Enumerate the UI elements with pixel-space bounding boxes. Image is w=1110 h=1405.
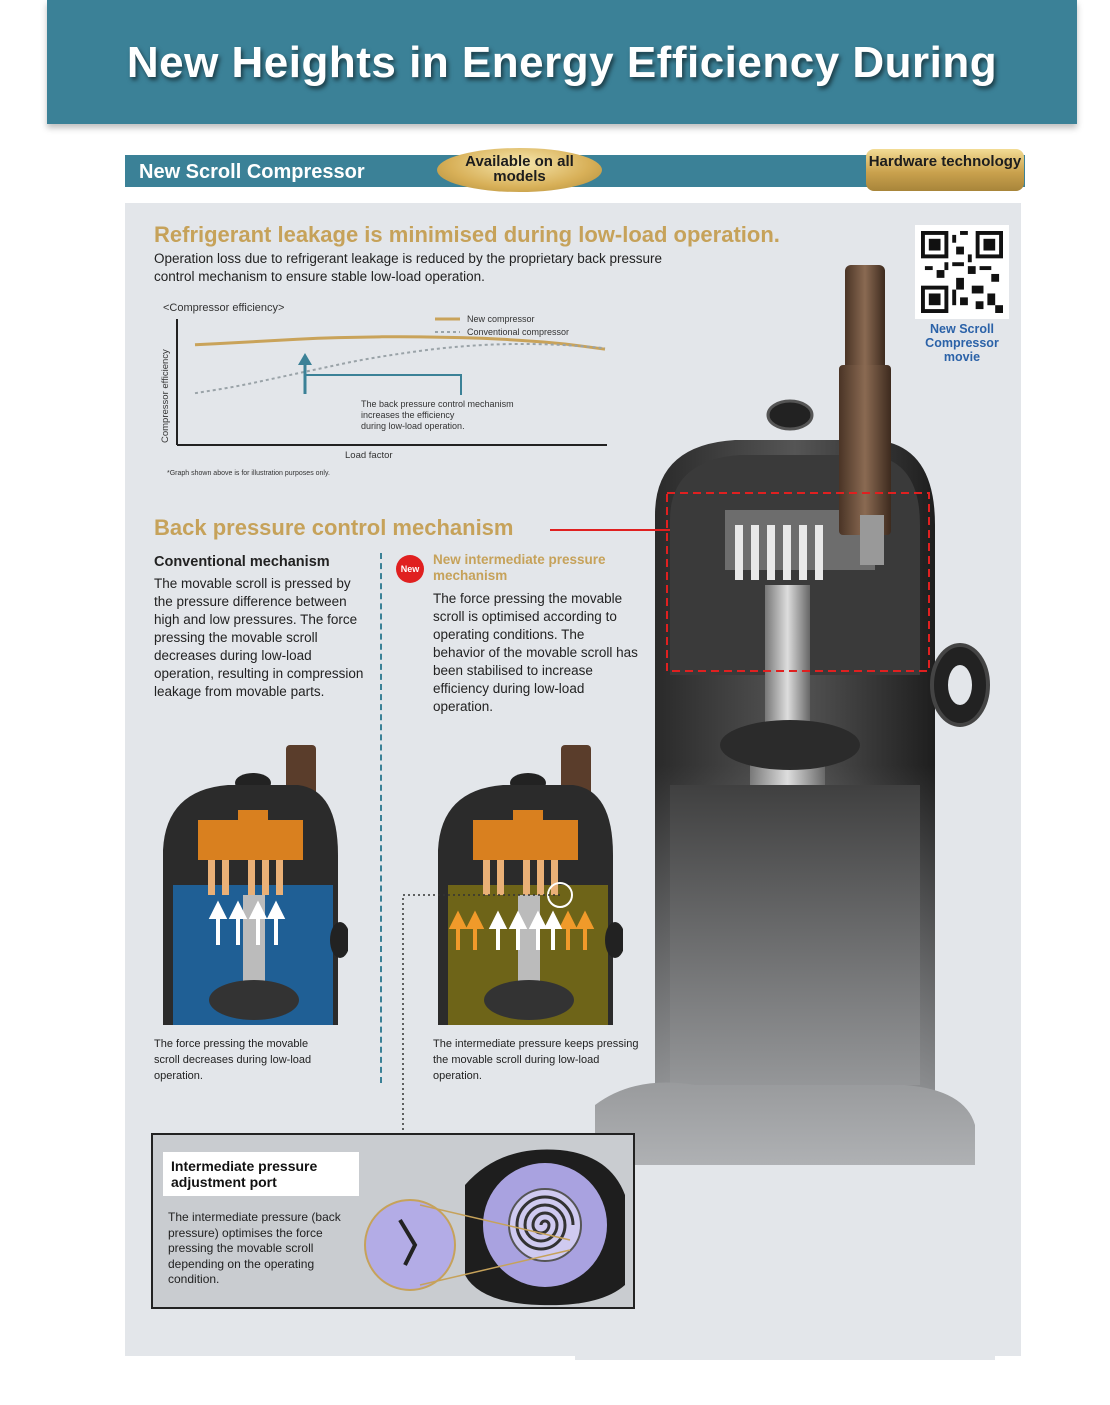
conventional-title: Conventional mechanism [154,554,330,570]
backpressure-heading: Back pressure control mechanism [154,515,514,540]
column-divider [380,553,382,1083]
leakage-body: Operation loss due to refrigerant leakage is reduced by the proprietary back pressure control mechanism to ensure stable low-load operation. [154,251,663,284]
adjustment-port-label: Intermediate pressure adjustment port [163,1152,359,1196]
qr-code[interactable] [915,225,1009,319]
chart-x-label: Load factor [345,450,393,461]
leakage-heading: Refrigerant leakage is minimised during low-load operation. [154,222,780,247]
series-conventional-compressor [195,344,605,393]
chart-footnote: *Graph shown above is for illustration purposes only. [167,470,330,477]
availability-badge: Available on all models [437,148,602,192]
section-title: New Scroll Compressor [139,161,365,183]
legend-new-label: New compressor [467,314,535,324]
chart-title: <Compressor efficiency> [163,302,285,314]
callout-leader-line [550,520,675,540]
new-mechanism-caption: The intermediate pressure keeps pressing the movable scroll during low-load operation. [433,1038,639,1082]
annotation-bracket [305,375,461,395]
new-badge: New [396,555,424,583]
chart-y-label: Compressor efficiency [160,349,171,443]
qr-code-label[interactable]: New Scroll Compressor movie [925,322,999,364]
qr-code-icon [921,231,1003,313]
adjustment-port-body: The intermediate pressure (back pressure) optimises the force pressing the movable scroll depending on the operating condition. [168,1210,341,1286]
new-mechanism-body: The force pressing the movable scroll is optimised according to operating conditions. The behavior of the movable scroll has been stabilised to increase efficiency during low-load operation. [433,591,638,714]
series-new-compressor [195,337,605,350]
conventional-mechanism-image [158,745,348,1030]
page-title: New Heights in Energy Efficiency During [126,38,998,87]
chart-annotation: The back pressure control mechanism increases the efficiency during low-load operation. [361,399,514,431]
improvement-arrowhead [298,353,312,365]
efficiency-chart [155,295,625,485]
detail-connector-line [395,890,570,1135]
scroll-detail-image [360,1135,633,1307]
legend-conv-label: Conventional compressor [467,327,570,337]
hardware-badge: Hardware technology [866,149,1024,191]
new-mechanism-title: New intermediate pressure mechanism [433,552,606,583]
conventional-caption: The force pressing the movable scroll decreases during low-load operation. [154,1038,312,1082]
conventional-body: The movable scroll is pressed by the pressure difference between high and low pressures. The force pressing the movable scroll decreases during low-load operation, resulting in compression leakage from movable parts. [154,576,364,699]
header-banner [47,0,1077,124]
compressor-cutaway-image [575,265,995,1360]
